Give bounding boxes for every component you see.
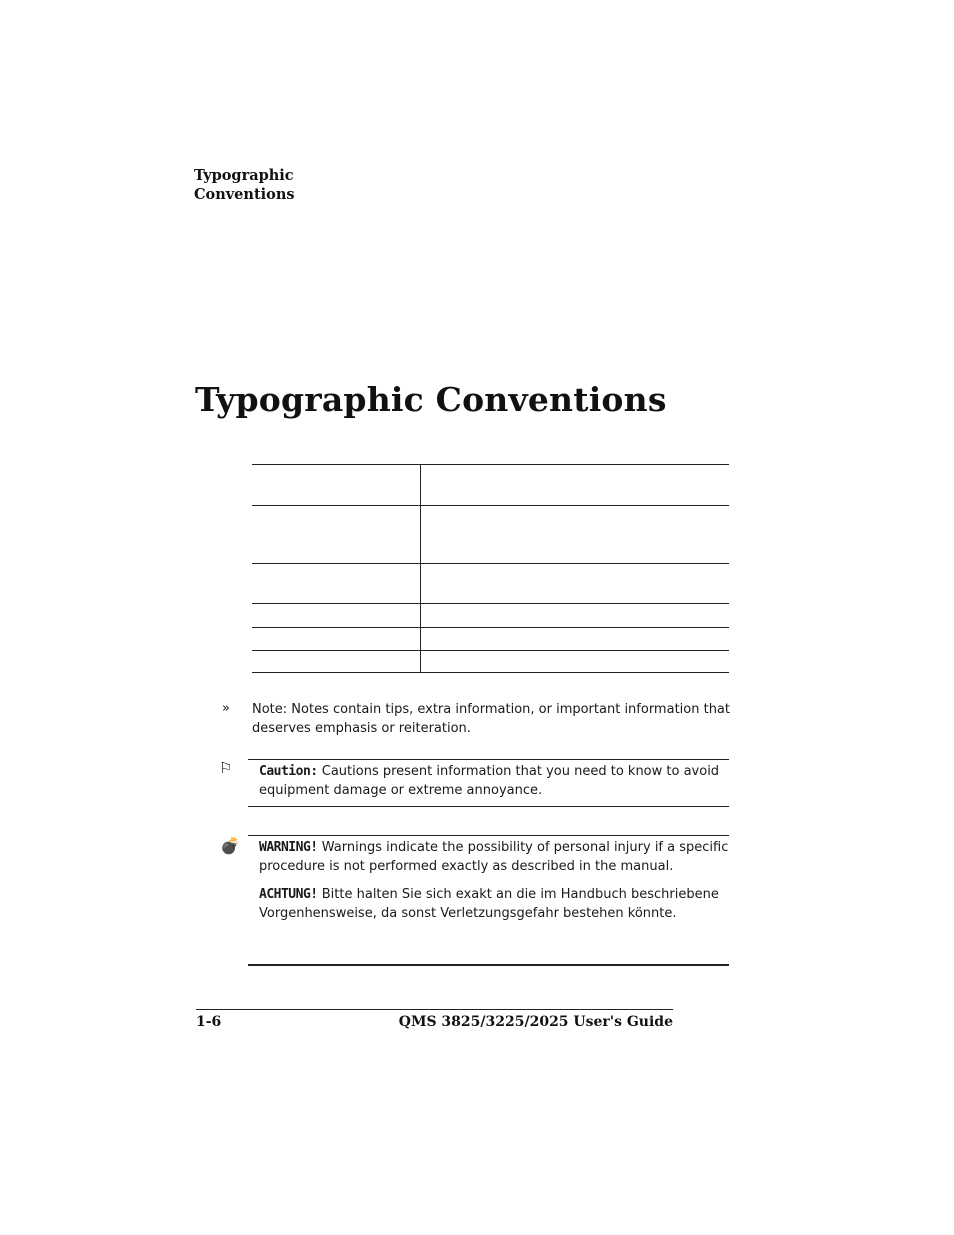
page-footer xyxy=(196,1014,673,1030)
page-title: Typographic Conventions xyxy=(195,380,667,419)
note-marker-icon: » xyxy=(222,701,230,716)
table-cell-meaning xyxy=(421,651,730,673)
conventions-table xyxy=(252,464,729,673)
table-row xyxy=(252,651,729,673)
achtung-label: ACHTUNG! xyxy=(259,887,318,902)
achtung-text: Bitte halten Sie sich exakt an die im Handbuch beschriebene Vorgenhensweise, da sonst Verletzungsgefahr bestehen könnte. xyxy=(259,887,719,921)
table-cell-convention xyxy=(252,465,421,506)
table-cell-meaning xyxy=(421,604,730,628)
table-row xyxy=(252,604,729,628)
table-cell-convention xyxy=(252,564,421,604)
margin-heading-line-1: Typographic xyxy=(194,167,294,184)
caution-label: Caution: xyxy=(259,764,318,779)
table-row xyxy=(252,564,729,604)
table-row xyxy=(252,465,729,506)
note-block xyxy=(252,700,730,738)
warning-text: Warnings indicate the possibility of personal injury if a specific procedure is not performed exactly as described in the manual. xyxy=(259,840,729,874)
table-cell-convention xyxy=(252,604,421,628)
table-cell-convention xyxy=(252,651,421,673)
warning-label: WARNING! xyxy=(259,840,318,855)
margin-heading xyxy=(194,166,334,204)
table-cell-meaning xyxy=(421,628,730,651)
guide-title: QMS 3825/3225/2025 User's Guide xyxy=(398,1014,673,1030)
note-text: Notes contain tips, extra information, or important information that deserves emphasis or reiteration. xyxy=(252,702,731,736)
note-label: Note: xyxy=(252,702,288,717)
table-cell-meaning xyxy=(421,465,730,506)
table-cell-meaning xyxy=(421,564,730,604)
table-row xyxy=(252,506,729,564)
flag-icon: ⚐ xyxy=(219,759,233,777)
warning-box xyxy=(248,835,729,966)
table-cell-meaning xyxy=(421,506,730,564)
table-row xyxy=(252,628,729,651)
bomb-icon: 💣 xyxy=(220,836,240,855)
margin-heading-line-2: Conventions xyxy=(194,186,295,203)
caution-text: Cautions present information that you need to know to avoid equipment damage or extreme annoyance. xyxy=(259,764,720,798)
caution-box xyxy=(248,759,729,807)
page-number: 1-6 xyxy=(196,1014,222,1030)
footer-rule xyxy=(196,1009,673,1010)
table-cell-convention xyxy=(252,506,421,564)
table-cell-convention xyxy=(252,628,421,651)
